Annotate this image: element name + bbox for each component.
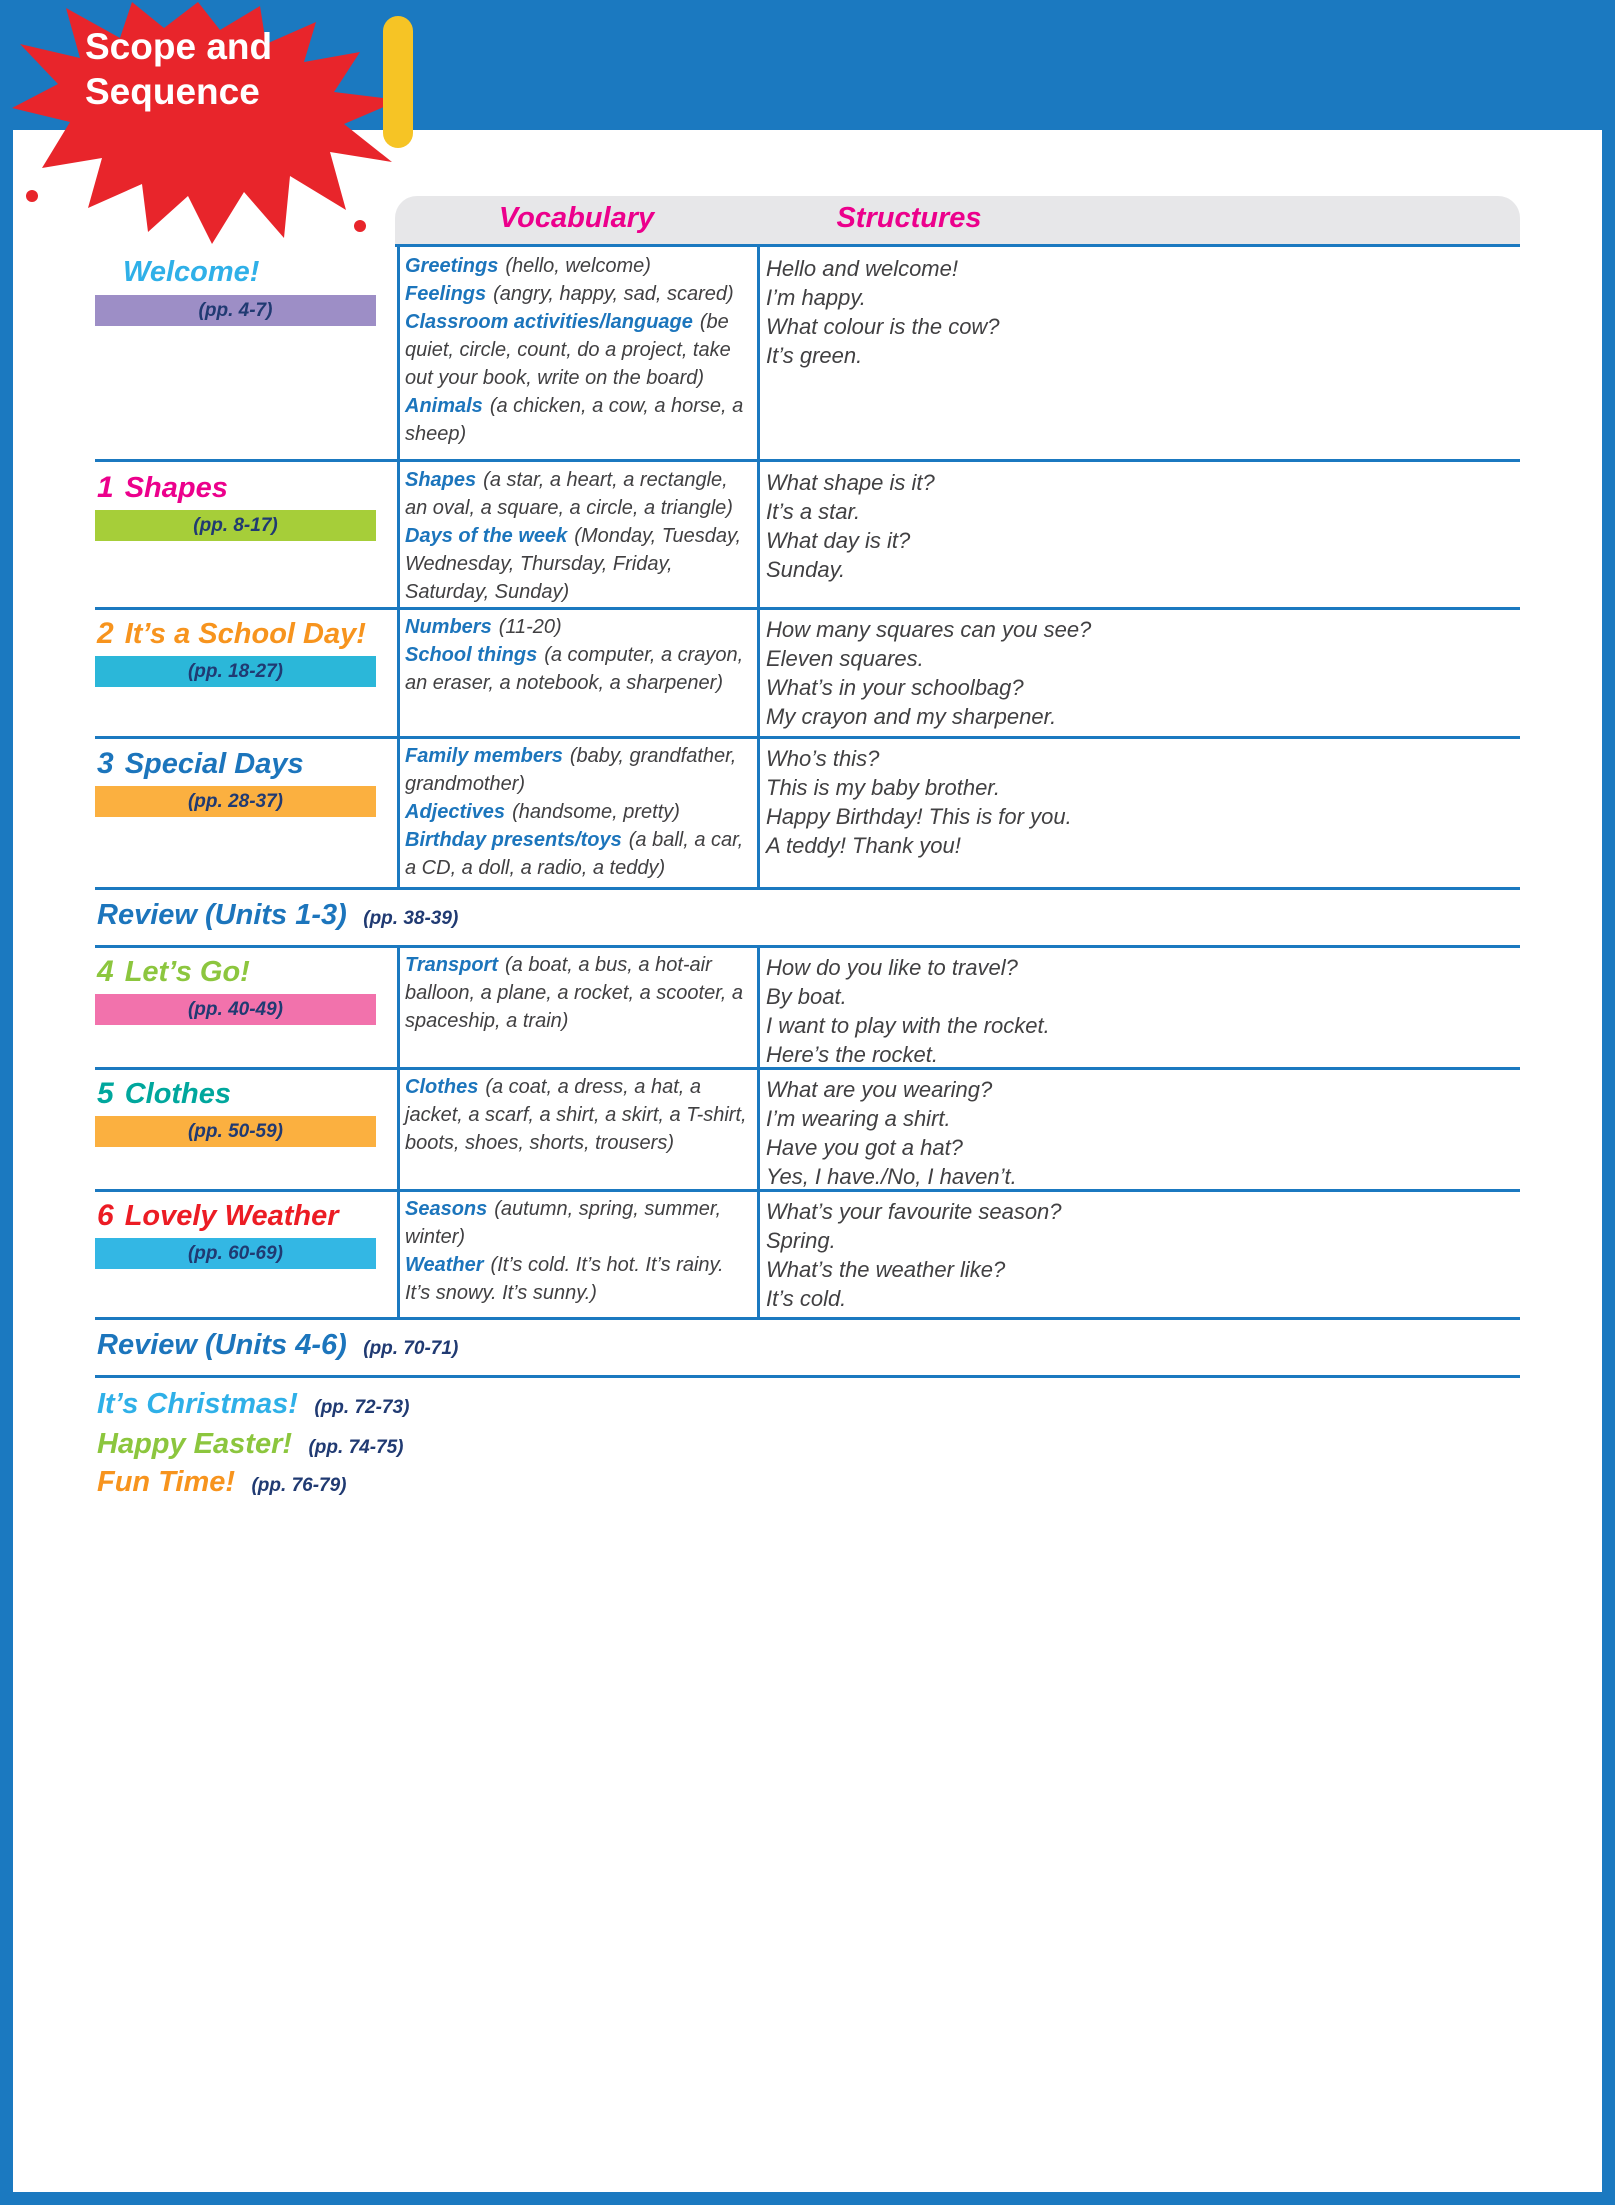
vocab-entry: Classroom activities/language (be quiet, circle, count, do a project, take out your book, write on the board)	[405, 311, 731, 389]
table-line	[95, 736, 1520, 739]
structure-line: What shape is it?	[766, 470, 935, 495]
structure-line: What’s your favourite season?	[766, 1199, 1062, 1224]
vocab-entry: School things (a computer, a crayon, an eraser, a notebook, a sharpener)	[405, 644, 744, 694]
unit-1-title: 1 Shapes	[97, 471, 228, 504]
structure-line: What are you wearing?	[766, 1077, 993, 1102]
structure-line: Eleven squares.	[766, 646, 924, 671]
unit-5-vocabulary	[405, 1073, 753, 1157]
structure-line: Here’s the rocket.	[766, 1042, 939, 1067]
vocab-entry: Transport (a boat, a bus, a hot-air balloon, a plane, a rocket, a scooter, a spaceship, a train)	[405, 954, 743, 1032]
table-line	[95, 607, 1520, 610]
unit-4-vocabulary	[405, 951, 753, 1035]
structure-line: What day is it?	[766, 528, 911, 553]
unit-6-title: 6 Lovely Weather	[97, 1199, 339, 1232]
vocab-entry: Greetings (hello, welcome)	[405, 255, 651, 277]
table-line	[95, 459, 1520, 462]
page-title-line1: Scope and	[85, 26, 273, 67]
table-line	[95, 887, 1520, 890]
festival-fun-time: Fun Time! (pp. 76-79)	[97, 1466, 347, 1498]
unit-1-structures	[766, 468, 1506, 584]
vocab-entry: Animals (a chicken, a cow, a horse, a sheep)	[405, 395, 744, 445]
yellow-stripe	[383, 16, 413, 148]
unit-5-title: 5 Clothes	[97, 1077, 232, 1110]
table-line	[397, 244, 400, 890]
table-line	[757, 945, 760, 1320]
structure-line: I’m wearing a shirt.	[766, 1106, 951, 1131]
structure-line: I want to play with the rocket.	[766, 1013, 1050, 1038]
unit-1-vocabulary	[405, 466, 753, 606]
vocab-entry: Clothes (a coat, a dress, a hat, a jacket, a scarf, a shirt, a skirt, a T-shirt, boots, shoes, shorts, trousers)	[405, 1076, 747, 1154]
festival-easter: Happy Easter! (pp. 74-75)	[97, 1428, 404, 1460]
vocabulary-column-header: Vocabulary	[498, 202, 655, 234]
left-border	[0, 0, 13, 2205]
structure-line: It’s a star.	[766, 499, 861, 524]
structure-line: Happy Birthday! This is for you.	[766, 804, 1072, 829]
structure-line: Hello and welcome!	[766, 256, 958, 281]
unit-1-pages-bar	[95, 510, 376, 541]
structure-line: How many squares can you see?	[766, 617, 1092, 642]
structure-line: It’s cold.	[766, 1286, 847, 1311]
table-line	[395, 244, 1520, 247]
unit-2-title: 2 It’s a School Day!	[97, 617, 366, 650]
structure-line: Have you got a hat?	[766, 1135, 963, 1160]
vocab-entry: Days of the week (Monday, Tuesday, Wednesday, Thursday, Friday, Saturday, Sunday)	[405, 525, 742, 603]
structure-line: This is my baby brother.	[766, 775, 1000, 800]
unit-welcome-structures	[766, 254, 1506, 370]
page-title	[85, 24, 272, 114]
vocab-entry: Feelings (angry, happy, sad, scared)	[405, 283, 734, 305]
structure-line: What’s the weather like?	[766, 1257, 1006, 1282]
unit-2-pages: (pp. 18-27)	[187, 660, 284, 682]
unit-4-pages-bar	[95, 994, 376, 1025]
unit-4-title: 4 Let’s Go!	[97, 955, 250, 988]
table-line	[397, 945, 400, 1320]
review-units-4-6: Review (Units 4-6) (pp. 70-71)	[97, 1329, 459, 1361]
unit-welcome-vocabulary	[405, 252, 753, 448]
vocab-entry: Birthday presents/toys (a ball, a car, a CD, a doll, a radio, a teddy)	[405, 829, 744, 879]
unit-2-vocabulary	[405, 613, 753, 697]
structure-line: It’s green.	[766, 343, 863, 368]
page-title-line2: Sequence	[85, 71, 260, 112]
unit-6-structures	[766, 1197, 1506, 1313]
structure-line: Yes, I have./No, I haven’t.	[766, 1164, 1017, 1189]
structure-line: Who’s this?	[766, 746, 880, 771]
structures-column-header: Structures	[836, 202, 982, 234]
unit-3-structures	[766, 744, 1506, 860]
unit-3-title: 3 Special Days	[97, 747, 304, 780]
table-line	[95, 945, 1520, 948]
vocab-entry: Seasons (autumn, spring, summer, winter)	[405, 1198, 722, 1248]
unit-3-vocabulary	[405, 742, 753, 882]
structure-line: What colour is the cow?	[766, 314, 1000, 339]
vocab-entry: Family members (baby, grandfather, grandmother)	[405, 745, 737, 795]
structure-line: A teddy! Thank you!	[766, 833, 961, 858]
structure-line: My crayon and my sharpener.	[766, 704, 1057, 729]
vocab-entry: Weather (It’s cold. It’s hot. It’s rainy. It’s snowy. It’s sunny.)	[405, 1254, 724, 1304]
structure-line: Sunday.	[766, 557, 846, 582]
table-line	[95, 1317, 1520, 1320]
unit-6-vocabulary	[405, 1195, 753, 1307]
unit-5-pages-bar	[95, 1116, 376, 1147]
unit-4-pages: (pp. 40-49)	[187, 998, 284, 1020]
festival-christmas: It’s Christmas! (pp. 72-73)	[97, 1388, 410, 1420]
review-units-1-3: Review (Units 1-3) (pp. 38-39)	[97, 899, 459, 931]
unit-5-structures	[766, 1075, 1506, 1191]
unit-2-structures	[766, 615, 1506, 731]
structure-line: By boat.	[766, 984, 847, 1009]
unit-3-pages: (pp. 28-37)	[187, 790, 284, 812]
unit-welcome-pages: (pp. 4-7)	[198, 299, 273, 321]
vocab-entry: Shapes (a star, a heart, a rectangle, an oval, a square, a circle, a triangle)	[405, 469, 733, 519]
unit-6-pages: (pp. 60-69)	[187, 1242, 284, 1264]
bottom-border	[0, 2192, 1615, 2205]
table-line	[95, 1375, 1520, 1378]
unit-welcome-pages-bar	[95, 295, 376, 326]
structure-line: How do you like to travel?	[766, 955, 1018, 980]
unit-6-pages-bar	[95, 1238, 376, 1269]
unit-welcome-title: Welcome!	[123, 256, 260, 288]
vocab-entry: Adjectives (handsome, pretty)	[405, 801, 680, 823]
vocab-entry: Numbers (11-20)	[405, 616, 562, 638]
right-border	[1602, 0, 1615, 2205]
unit-3-pages-bar	[95, 786, 376, 817]
structure-line: Spring.	[766, 1228, 836, 1253]
structure-line: What’s in your schoolbag?	[766, 675, 1024, 700]
unit-4-structures	[766, 953, 1506, 1069]
table-line	[757, 244, 760, 890]
structure-line: I’m happy.	[766, 285, 866, 310]
unit-2-pages-bar	[95, 656, 376, 687]
unit-5-pages: (pp. 50-59)	[187, 1120, 284, 1142]
unit-1-pages: (pp. 8-17)	[193, 514, 278, 536]
